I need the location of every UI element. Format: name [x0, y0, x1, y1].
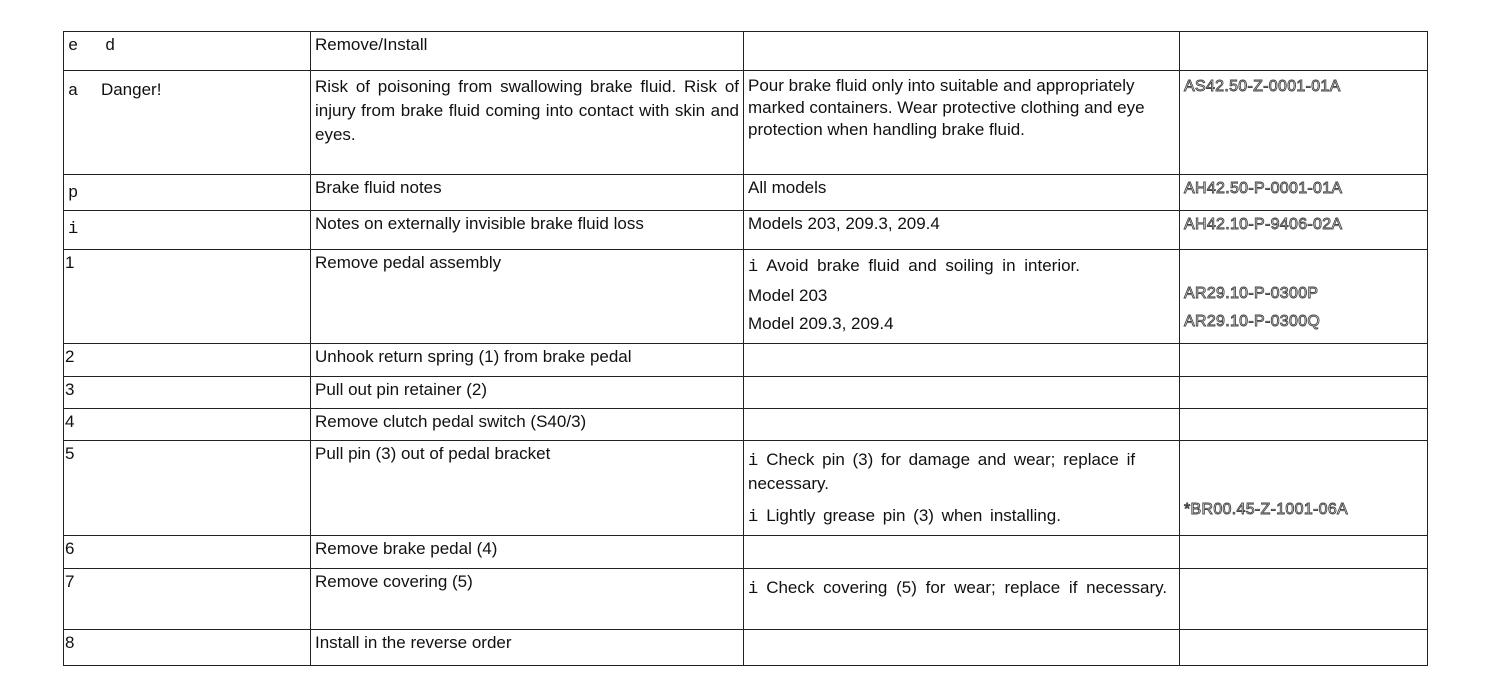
- danger-label: Danger!: [100, 80, 162, 99]
- table-row: [64, 250, 1428, 344]
- symbol-e: e: [68, 37, 79, 56]
- operation-cell: Pull out pin retainer (2): [311, 377, 744, 409]
- operation-cell: Remove clutch pedal switch (S40/3): [311, 409, 744, 441]
- operation-cell: Remove brake pedal (4): [311, 536, 744, 569]
- reference-cell: [1180, 409, 1428, 441]
- reference-cell: [1180, 569, 1428, 630]
- operation-cell: Brake fluid notes: [311, 175, 744, 211]
- note-line: Model 209.3, 209.4: [748, 314, 894, 333]
- info-icon: i: [748, 580, 759, 599]
- symbol-cell: [64, 175, 311, 211]
- document-reference-link[interactable]: AR29.10-P-0300P: [1184, 285, 1319, 302]
- step-number: 8: [64, 630, 311, 666]
- note-line: [748, 255, 1175, 279]
- operation-cell: Notes on externally invisible brake fluid loss: [311, 211, 744, 250]
- reference-cell: [1180, 211, 1428, 250]
- info-icon: i: [748, 452, 759, 471]
- note-cell: [744, 630, 1180, 666]
- note-cell: [744, 377, 1180, 409]
- note-cell: All models: [744, 175, 1180, 211]
- document-reference-link[interactable]: AR29.10-P-0300Q: [1184, 313, 1321, 330]
- note-text: Avoid brake fluid and soiling in interior.: [766, 256, 1081, 275]
- operation-cell: Install in the reverse order: [311, 630, 744, 666]
- note-line: [748, 505, 1175, 529]
- operation-cell: Pull pin (3) out of pedal bracket: [311, 441, 744, 536]
- reference-cell: [1180, 344, 1428, 377]
- note-text: Check pin (3) for damage and wear; replace if necessary.: [748, 450, 1136, 493]
- table-row: [64, 441, 1428, 536]
- operation-cell: Remove/Install: [311, 32, 744, 71]
- symbol-cell: [64, 211, 311, 250]
- table-row: [64, 71, 1428, 175]
- info-icon: i: [68, 220, 79, 239]
- symbol-cell: [64, 71, 311, 175]
- document-reference-link[interactable]: AH42.50-P-0001-01A: [1184, 180, 1343, 197]
- operation-cell: Risk of poisoning from swallowing brake fluid. Risk of injury from brake fluid coming into contact with skin and eyes.: [311, 71, 744, 175]
- notes-icon: p: [68, 184, 79, 203]
- table-row: [64, 630, 1428, 666]
- table-row: [64, 175, 1428, 211]
- step-number: 6: [64, 536, 311, 569]
- note-cell: Models 203, 209.3, 209.4: [744, 211, 1180, 250]
- operation-cell: Remove covering (5): [311, 569, 744, 630]
- note-cell: [744, 32, 1180, 71]
- note-cell: [744, 250, 1180, 344]
- reference-cell: [1180, 536, 1428, 569]
- info-icon: i: [748, 258, 759, 277]
- reference-cell: [1180, 175, 1428, 211]
- operation-cell: Unhook return spring (1) from brake pedal: [311, 344, 744, 377]
- note-cell: [744, 441, 1180, 536]
- table-row: [64, 536, 1428, 569]
- step-number: 1: [64, 250, 311, 344]
- reference-cell: [1180, 250, 1428, 344]
- table-row: [64, 211, 1428, 250]
- table-row: [64, 377, 1428, 409]
- reference-cell: [1180, 630, 1428, 666]
- note-cell: [744, 409, 1180, 441]
- document-reference-link[interactable]: AS42.50-Z-0001-01A: [1184, 78, 1341, 95]
- table-row: [64, 569, 1428, 630]
- info-icon: i: [748, 508, 759, 527]
- table-row: [64, 409, 1428, 441]
- table-row: [64, 344, 1428, 377]
- note-cell: [744, 536, 1180, 569]
- step-number: 5: [64, 441, 311, 536]
- reference-cell: [1180, 32, 1428, 71]
- procedure-table: [63, 31, 1428, 666]
- note-line: [748, 449, 1175, 495]
- note-text: Lightly grease pin (3) when installing.: [766, 506, 1061, 525]
- reference-cell: [1180, 377, 1428, 409]
- note-cell: Pour brake fluid only into suitable and appropriately marked containers. Wear protective clothing and eye protection when handling brake fluid.: [744, 71, 1180, 175]
- note-text: Check covering (5) for wear; replace if necessary.: [766, 578, 1168, 597]
- step-number: 2: [64, 344, 311, 377]
- symbol-d: d: [104, 37, 116, 56]
- step-number: 4: [64, 409, 311, 441]
- operation-cell: Remove pedal assembly: [311, 250, 744, 344]
- symbol-cell: [64, 32, 311, 71]
- note-cell: [744, 569, 1180, 630]
- table-row: [64, 32, 1428, 71]
- note-line: Model 203: [748, 286, 828, 305]
- reference-cell: [1180, 71, 1428, 175]
- step-number: 7: [64, 569, 311, 630]
- reference-cell: [1180, 441, 1428, 536]
- note-line: [748, 577, 1175, 601]
- document-reference-link[interactable]: AH42.10-P-9406-02A: [1184, 216, 1343, 233]
- note-cell: [744, 344, 1180, 377]
- step-number: 3: [64, 377, 311, 409]
- document-reference-link[interactable]: *BR00.45-Z-1001-06A: [1184, 501, 1349, 518]
- danger-icon: a: [68, 82, 79, 101]
